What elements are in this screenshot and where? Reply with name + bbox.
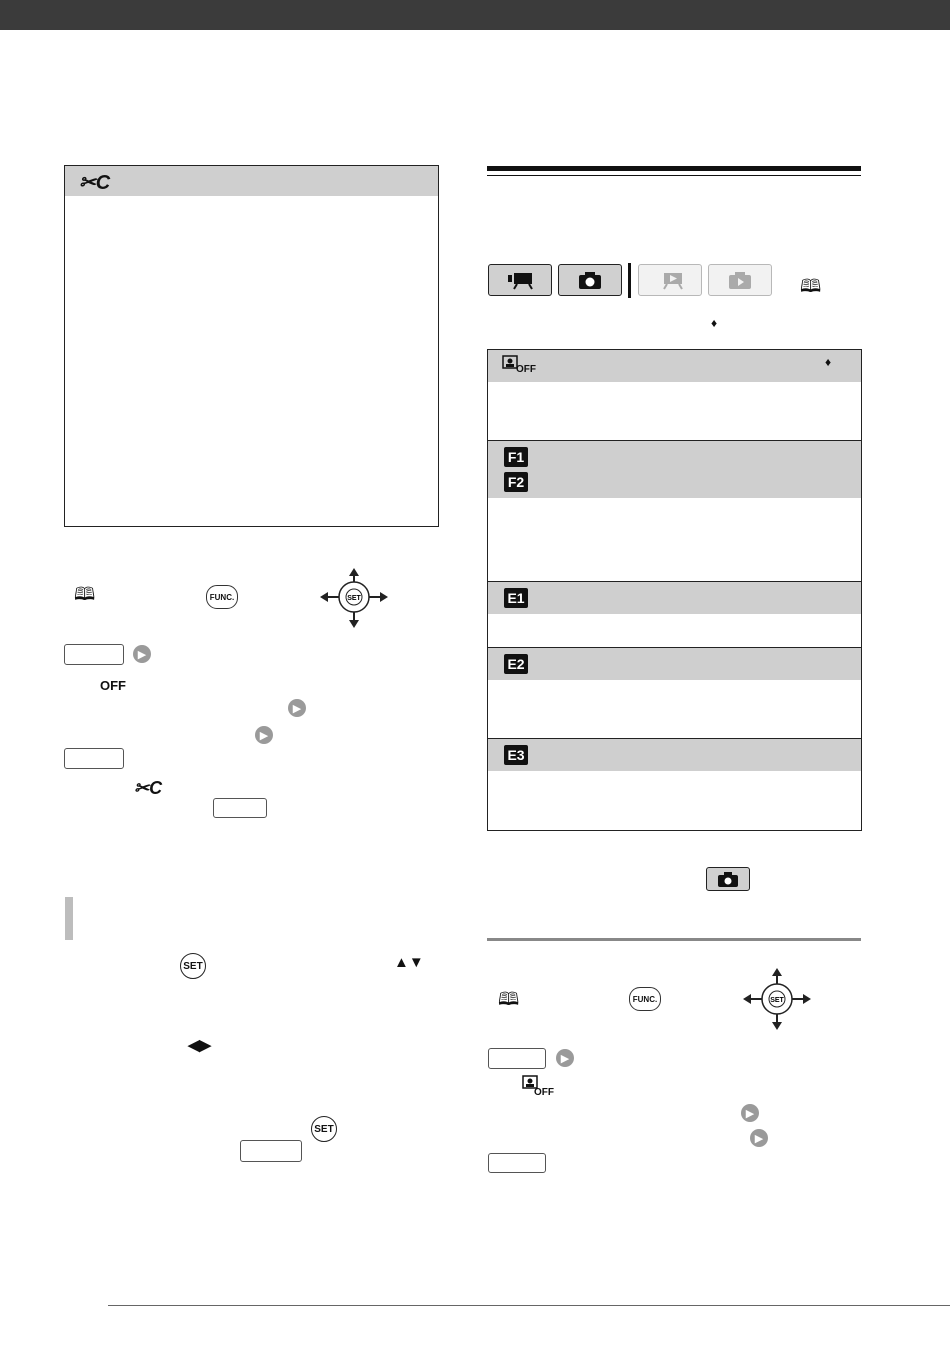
custom-wb-icon: ✂C bbox=[134, 778, 163, 798]
custom-white-balance-header bbox=[65, 166, 438, 196]
joystick-icon bbox=[741, 966, 813, 1032]
footer-rule bbox=[108, 1305, 950, 1306]
func-menu-button[interactable] bbox=[64, 644, 124, 665]
off-label: OFF bbox=[534, 1087, 554, 1098]
section-rule bbox=[487, 166, 861, 171]
menu-button[interactable] bbox=[64, 748, 124, 769]
book-reference-icon: 🕮 bbox=[74, 584, 96, 604]
next-arrow-icon: ▶ bbox=[556, 1049, 574, 1067]
table-row-header bbox=[488, 441, 861, 498]
f1-badge-icon: F1 bbox=[504, 447, 528, 467]
diamond-icon: ♦ bbox=[825, 355, 832, 369]
e2-badge-icon: E2 bbox=[504, 654, 528, 674]
menu-button[interactable] bbox=[488, 1153, 546, 1173]
set-button-icon: SET bbox=[311, 1116, 337, 1142]
custom-white-balance-box bbox=[64, 165, 439, 527]
section-rule-thin bbox=[487, 175, 861, 176]
e1-badge-icon: E1 bbox=[504, 588, 528, 608]
f2-badge-icon: F2 bbox=[504, 472, 528, 492]
next-arrow-icon: ▶ bbox=[288, 699, 306, 717]
table-row-header bbox=[488, 648, 861, 680]
func-button[interactable] bbox=[213, 798, 267, 818]
mode-photo-camera-icon bbox=[558, 264, 622, 296]
svg-text:SET: SET bbox=[347, 595, 361, 602]
set-button-icon: SET bbox=[180, 953, 206, 979]
photo-mode-icon bbox=[706, 867, 750, 891]
next-arrow-icon: ▶ bbox=[255, 726, 273, 744]
next-arrow-icon: ▶ bbox=[741, 1104, 759, 1122]
mode-movie-camera-icon bbox=[488, 264, 552, 296]
image-effects-table bbox=[487, 349, 862, 831]
subsection-rule bbox=[487, 938, 861, 941]
func-menu-button[interactable] bbox=[488, 1048, 546, 1069]
table-row-header bbox=[488, 350, 861, 382]
next-arrow-icon: ▶ bbox=[133, 645, 151, 663]
book-reference-icon: 🕮 bbox=[498, 989, 520, 1009]
mode-movie-playback-icon bbox=[638, 264, 702, 296]
custom-wb-icon: ✂C bbox=[79, 172, 111, 194]
section-marker bbox=[65, 897, 73, 940]
mode-separator bbox=[628, 263, 631, 298]
func-button-icon: FUNC. bbox=[206, 585, 238, 609]
off-label: OFF bbox=[516, 364, 536, 375]
joystick-icon bbox=[318, 566, 390, 632]
wb-off-icon: OFF bbox=[100, 678, 126, 693]
table-row-header bbox=[488, 582, 861, 614]
left-right-arrows-icon: ◀▶ bbox=[188, 1037, 212, 1054]
book-reference-icon: 🕮 bbox=[800, 276, 822, 296]
mode-photo-playback-icon bbox=[708, 264, 772, 296]
diamond-icon: ♦ bbox=[711, 316, 718, 330]
table-row-header bbox=[488, 739, 861, 771]
svg-text:SET: SET bbox=[770, 997, 784, 1004]
e3-badge-icon: E3 bbox=[504, 745, 528, 765]
func-button-icon: FUNC. bbox=[629, 987, 661, 1011]
top-bar bbox=[0, 0, 950, 30]
next-arrow-icon: ▶ bbox=[750, 1129, 768, 1147]
func-button[interactable] bbox=[240, 1140, 302, 1162]
up-down-arrows-icon: ▲▼ bbox=[394, 954, 424, 971]
